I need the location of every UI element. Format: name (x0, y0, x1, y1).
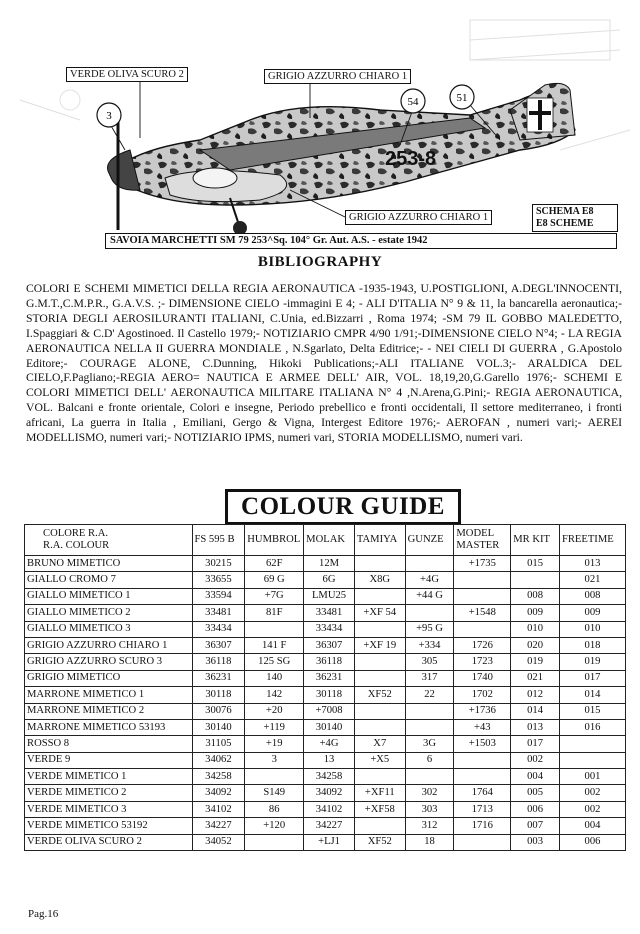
table-cell: 001 (559, 769, 625, 785)
table-row (25, 785, 626, 801)
table-cell: 33594 (192, 588, 245, 604)
table-cell: +LJ1 (304, 834, 355, 850)
table-cell (405, 703, 454, 719)
table-cell: 62F (245, 556, 304, 572)
table-cell: 1723 (454, 654, 511, 670)
table-cell: 010 (559, 621, 625, 637)
table-row (25, 769, 626, 785)
colour-guide-title: COLOUR GUIDE (225, 489, 461, 525)
colour-name-cell: GRIGIO MIMETICO (25, 670, 193, 686)
table-cell: XF52 (354, 687, 405, 703)
table-header-row (25, 525, 626, 556)
table-cell: 30140 (304, 719, 355, 735)
table-row (25, 687, 626, 703)
table-cell: 30215 (192, 556, 245, 572)
colour-name-cell: VERDE 9 (25, 752, 193, 768)
table-cell (354, 556, 405, 572)
fuselage-code: 253-8 (385, 148, 437, 170)
table-cell: 020 (511, 637, 560, 653)
colour-name-cell: VERDE MIMETICO 3 (25, 801, 193, 817)
colour-name-cell: GIALLO MIMETICO 1 (25, 588, 193, 604)
table-cell: 004 (559, 818, 625, 834)
aircraft-illustration (0, 0, 640, 250)
table-cell: 014 (559, 687, 625, 703)
table-cell: 1740 (454, 670, 511, 686)
table-cell (454, 769, 511, 785)
table-cell: +XF11 (354, 785, 405, 801)
column-header: FREETIME (559, 525, 625, 556)
colour-name-cell: ROSSO 8 (25, 736, 193, 752)
table-cell: 34227 (304, 818, 355, 834)
table-row (25, 637, 626, 653)
table-cell: 34258 (304, 769, 355, 785)
table-cell: +43 (454, 719, 511, 735)
table-cell: +X5 (354, 752, 405, 768)
table-cell: +20 (245, 703, 304, 719)
table-cell (559, 752, 625, 768)
table-cell (405, 769, 454, 785)
table-cell: 312 (405, 818, 454, 834)
table-cell: 34092 (192, 785, 245, 801)
table-cell (245, 621, 304, 637)
table-cell: 009 (559, 605, 625, 621)
table-cell: 22 (405, 687, 454, 703)
bibliography-text: COLORI E SCHEMI MIMETICI DELLA REGIA AERONAUTICA -1935-1943, U.POSTIGLIONI, A.DEGL'INNOCENTI, G.M.T.,C.M.P.R., G.A.V.S. ;- DIMENSIONE CIELO -immagini E 4; - ALI D'ITALIA N° 9 & 11, la bancarella aeronautica;- STORIA DEGLI AEROSILURANTI ITALIANI, C.Unia, ed.Bizzarri , Roma 1974; -SM 79 IL GOBBO MALEDETTO, I.Spaggiari & C.D' Agostinoed. Il Castello 1979;- NOTIZIARIO CMPR 4/90 1/91;-DIMENSIONE CIELO N°4; - LA REGIA AERONAUTICA NELLA II GUERRA MONDIALE , N.Sgarlato, Delta Editrice;- - NEI CIELI DI GUERRA , G.Apostolo Editore;- COURAGE ALONE, C.Dunning, Hikoki Publications;-ALI ITALIANE VOL.3;- ARALDICA DEL CIELO,F.Pagliano;-REGIA AERO= NAUTICA E ARMEE DELL' AIR, VOL. 18,19,20,G.Garello 1976;- SCHEMI E COLORI MIMETICI DELL' AERONAUTICA MILITARE ITALIANA N° 4 ,N.Arena,G.Pini;- REGIA AERONAUTICA, VOL. Balcani e fronte orientale, Colori e insegne, Periodo prebellico e fronti occidentali, Il settore mediterraneo, i fronti africani, La guerra in Italia , Emiliani, Gergo & Vigna, Intergest Editore 1976;- AEROFAN , numeri vari;- AEREI MODELLISMO, numeri vari;- NOTIZIARIO IPMS, numeri vari, STORIA MODELLISMO, numeri vari. (26, 282, 622, 445)
table-cell: +1503 (454, 736, 511, 752)
table-row (25, 588, 626, 604)
table-cell: 33434 (304, 621, 355, 637)
table-cell (354, 621, 405, 637)
table-cell: 36118 (192, 654, 245, 670)
table-cell: 34092 (304, 785, 355, 801)
colour-name-cell: MARRONE MIMETICO 1 (25, 687, 193, 703)
table-cell: 012 (511, 687, 560, 703)
table-cell (245, 769, 304, 785)
callout-grigio-bottom: GRIGIO AZZURRO CHIARO 1 (345, 210, 492, 225)
table-cell: 30076 (192, 703, 245, 719)
table-cell: +4G (405, 572, 454, 588)
table-cell: 008 (559, 588, 625, 604)
colour-name-cell: VERDE MIMETICO 2 (25, 785, 193, 801)
table-cell (454, 621, 511, 637)
table-cell: 015 (511, 556, 560, 572)
table-row (25, 818, 626, 834)
table-row (25, 572, 626, 588)
table-cell: 125 SG (245, 654, 304, 670)
table-body (25, 556, 626, 851)
aircraft-caption: SAVOIA MARCHETTI SM 79 253^Sq. 104° Gr. Aut. A.S. - estate 1942 (105, 233, 617, 249)
table-cell (354, 818, 405, 834)
table-cell: 30118 (192, 687, 245, 703)
table-cell: 81F (245, 605, 304, 621)
table-row (25, 670, 626, 686)
table-cell: 142 (245, 687, 304, 703)
table-cell (354, 588, 405, 604)
table-row (25, 801, 626, 817)
table-cell: 019 (559, 654, 625, 670)
table-row (25, 834, 626, 850)
table-cell: 006 (559, 834, 625, 850)
table-cell: +7G (245, 588, 304, 604)
table-cell: +4G (304, 736, 355, 752)
ref-number-3: 3 (106, 110, 112, 122)
scheme-line-1: SCHEMA E8 (536, 206, 594, 217)
table-cell: +19 (245, 736, 304, 752)
table-row (25, 556, 626, 572)
table-cell: 34227 (192, 818, 245, 834)
ref-number-54: 54 (407, 96, 419, 108)
table-cell (454, 752, 511, 768)
colour-name-cell: VERDE MIMETICO 1 (25, 769, 193, 785)
table-cell: 33434 (192, 621, 245, 637)
table-cell: 017 (511, 736, 560, 752)
table-row (25, 605, 626, 621)
colour-name-cell: VERDE MIMETICO 53192 (25, 818, 193, 834)
table-cell (354, 670, 405, 686)
table-cell (511, 572, 560, 588)
table-cell: 019 (511, 654, 560, 670)
table-cell: LMU25 (304, 588, 355, 604)
table-cell: +44 G (405, 588, 454, 604)
table-cell (354, 719, 405, 735)
table-cell: +1735 (454, 556, 511, 572)
table-cell: 33481 (304, 605, 355, 621)
colour-name-cell: GRIGIO AZZURRO SCURO 3 (25, 654, 193, 670)
table-cell: +XF 19 (354, 637, 405, 653)
table-cell: S149 (245, 785, 304, 801)
colour-name-cell: BRUNO MIMETICO (25, 556, 193, 572)
table-row (25, 654, 626, 670)
table-cell: 69 G (245, 572, 304, 588)
table-row (25, 719, 626, 735)
column-header: TAMIYA (354, 525, 405, 556)
table-cell: 3 (245, 752, 304, 768)
table-cell (245, 834, 304, 850)
table-cell: 014 (511, 703, 560, 719)
callout-verde-oliva: VERDE OLIVA SCURO 2 (66, 67, 188, 82)
table-cell: 36118 (304, 654, 355, 670)
table-cell: 36307 (192, 637, 245, 653)
table-cell (354, 703, 405, 719)
table-cell: 021 (511, 670, 560, 686)
table-cell: 004 (511, 769, 560, 785)
table-cell: 002 (559, 785, 625, 801)
table-cell: 30118 (304, 687, 355, 703)
page-number: Pag.16 (28, 908, 59, 920)
table-cell: +95 G (405, 621, 454, 637)
table-cell: 007 (511, 818, 560, 834)
table-cell: +120 (245, 818, 304, 834)
table-cell (454, 588, 511, 604)
table-cell: 006 (511, 801, 560, 817)
table-cell: 13 (304, 752, 355, 768)
colour-name-cell: MARRONE MIMETICO 2 (25, 703, 193, 719)
table-cell: 34102 (192, 801, 245, 817)
column-header: MOLAK (304, 525, 355, 556)
table-cell: 016 (559, 719, 625, 735)
table-cell: 36231 (192, 670, 245, 686)
table-cell: 010 (511, 621, 560, 637)
column-header: HUMBROL (245, 525, 304, 556)
table-cell: XF52 (354, 834, 405, 850)
column-header: FS 595 B (192, 525, 245, 556)
table-cell: 31105 (192, 736, 245, 752)
table-cell: 36307 (304, 637, 355, 653)
table-cell: 303 (405, 801, 454, 817)
table-cell: 017 (559, 670, 625, 686)
table-cell: +7008 (304, 703, 355, 719)
table-cell: 302 (405, 785, 454, 801)
table-cell: 305 (405, 654, 454, 670)
table-cell: +XF 54 (354, 605, 405, 621)
table-cell: 34102 (304, 801, 355, 817)
table-row (25, 736, 626, 752)
table-row (25, 752, 626, 768)
table-cell: 021 (559, 572, 625, 588)
colour-name-cell: GRIGIO AZZURRO CHIARO 1 (25, 637, 193, 653)
table-cell: 1726 (454, 637, 511, 653)
table-cell (405, 556, 454, 572)
colour-name-cell: VERDE OLIVA SCURO 2 (25, 834, 193, 850)
column-header: COLORE R.A. R.A. COLOUR (25, 525, 193, 556)
table-cell: 013 (559, 556, 625, 572)
table-cell: 34062 (192, 752, 245, 768)
table-cell: +119 (245, 719, 304, 735)
table-cell: 3G (405, 736, 454, 752)
colour-guide-table (24, 524, 626, 851)
table-cell: 002 (511, 752, 560, 768)
table-cell: 002 (559, 801, 625, 817)
scheme-label (532, 204, 618, 232)
table-cell (405, 605, 454, 621)
table-cell: 141 F (245, 637, 304, 653)
table-cell: 6G (304, 572, 355, 588)
table-cell: 34258 (192, 769, 245, 785)
bibliography-title: BIBLIOGRAPHY (257, 254, 383, 270)
table-cell (354, 769, 405, 785)
table-cell: 1702 (454, 687, 511, 703)
table-cell: 018 (559, 637, 625, 653)
table-cell: 009 (511, 605, 560, 621)
table-cell: +334 (405, 637, 454, 653)
table-cell: 005 (511, 785, 560, 801)
table-cell: 003 (511, 834, 560, 850)
table-cell: 34052 (192, 834, 245, 850)
scheme-line-2: E8 SCHEME (536, 218, 594, 229)
table-cell: 12M (304, 556, 355, 572)
table-cell: 317 (405, 670, 454, 686)
table-cell: 013 (511, 719, 560, 735)
table-cell (354, 654, 405, 670)
table-cell: +1548 (454, 605, 511, 621)
column-header: MR KIT (511, 525, 560, 556)
table-cell: 1764 (454, 785, 511, 801)
table-cell (559, 736, 625, 752)
table-cell: 18 (405, 834, 454, 850)
colour-name-cell: GIALLO CROMO 7 (25, 572, 193, 588)
table-cell: 36231 (304, 670, 355, 686)
table-cell: 008 (511, 588, 560, 604)
table-cell (454, 572, 511, 588)
table-row (25, 621, 626, 637)
table-cell: 6 (405, 752, 454, 768)
table-cell: X7 (354, 736, 405, 752)
table-cell: 140 (245, 670, 304, 686)
table-cell: 1716 (454, 818, 511, 834)
table-cell: 30140 (192, 719, 245, 735)
colour-name-cell: GIALLO MIMETICO 3 (25, 621, 193, 637)
table-cell: 33481 (192, 605, 245, 621)
colour-name-cell: MARRONE MIMETICO 53193 (25, 719, 193, 735)
table-cell: 86 (245, 801, 304, 817)
table-cell: +XF58 (354, 801, 405, 817)
table-cell: 33655 (192, 572, 245, 588)
colour-name-cell: GIALLO MIMETICO 2 (25, 605, 193, 621)
table-cell: 015 (559, 703, 625, 719)
table-cell: +1736 (454, 703, 511, 719)
table-cell (454, 834, 511, 850)
column-header: MODEL MASTER (454, 525, 511, 556)
ref-number-51: 51 (456, 92, 468, 104)
table-cell: 1713 (454, 801, 511, 817)
table-row (25, 703, 626, 719)
table-cell: X8G (354, 572, 405, 588)
callout-grigio-top: GRIGIO AZZURRO CHIARO 1 (264, 69, 411, 84)
column-header: GUNZE (405, 525, 454, 556)
table-cell (405, 719, 454, 735)
